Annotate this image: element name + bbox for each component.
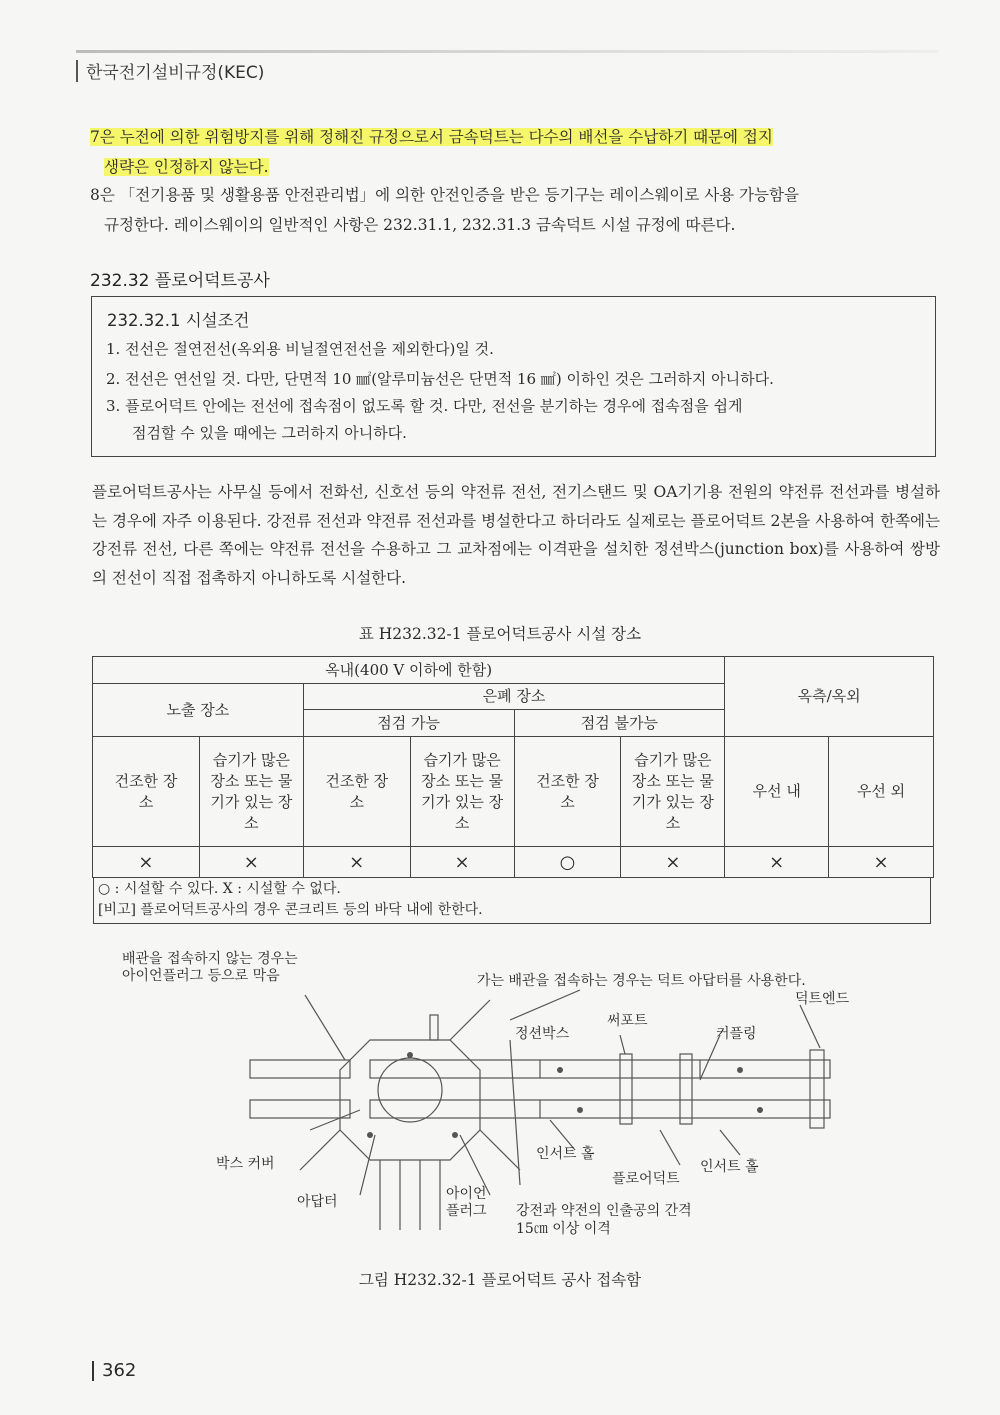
paragraph-8	[90, 180, 940, 240]
label-plug-note-2: 아이언플러그 등으로 막음	[122, 968, 280, 984]
table-note-1: ○ : 시설할 수 있다. X : 시설할 수 없다.	[98, 881, 341, 897]
sub-header-cell: 우선 외	[829, 737, 934, 847]
label-iron-plug-1: 아이언	[446, 1186, 487, 1202]
paragraph-7-line-1: 7은 누전에 의한 위험방지를 위해 정해진 규정으로서 금속덕트는 다수의 배선을 수납하기 때문에 접지	[90, 128, 773, 146]
condition-item-3-cont: 점검할 수 있을 때에는 그러하지 아니하다.	[132, 424, 407, 442]
condition-item-1: 1. 전선은 절연전선(옥외용 비닐절연전선을 제외한다)일 것.	[106, 340, 494, 358]
box-title: 232.32.1 시설조건	[107, 311, 250, 330]
label-duct-end: 덕트엔드	[795, 991, 850, 1007]
condition-item-3: 3. 플로어덕트 안에는 전선에 접속점이 없도록 할 것. 다만, 전선을 분기하는 경우에 접속점을 쉽게	[106, 397, 743, 415]
value-cell: ×	[303, 847, 410, 878]
label-support: 써포트	[607, 1013, 648, 1029]
label-insert-hole-1: 인서트 홀	[536, 1146, 595, 1162]
section-title: 232.32 플로어덕트공사	[90, 271, 270, 291]
figure-caption: 그림 H232.32-1 플로어덕트 공사 접속함	[358, 1271, 642, 1289]
label-junction-box: 정션박스	[515, 1026, 570, 1042]
value-cell: ×	[725, 847, 829, 878]
running-header: 한국전기설비규정(KEC)	[86, 63, 265, 83]
header-outdoor: 옥측/옥외	[725, 657, 934, 737]
page-number-text: 362	[102, 1360, 137, 1381]
header-inspectable: 점검 가능	[303, 710, 514, 737]
body-paragraph: 플로어덕트공사는 사무실 등에서 전화선, 신호선 등의 약전류 전선, 전기스탠드 및 OA기기용 전원의 약전류 전선과를 병설하는 경우에 자주 이용된다. 강전류 전선과 약전류 전선과를 병설한다고 하더라도 실제로는 플로어덕트 2본을 사용하여 한쪽에는 강전류 전선, 다른 쪽에는 약전류 전선을 수용하고 그 교차점에는 이격판을 설치한 정션박스(junction box)를 사용하여 쌍방의 전선이 직접 접촉하지 아니하도록 시설한다.	[92, 483, 940, 587]
installation-table	[92, 656, 934, 878]
value-cell: ×	[410, 847, 514, 878]
conditions-box	[91, 296, 936, 457]
label-gap-1: 강전과 약전의 인출공의 간격	[516, 1203, 692, 1219]
sub-header-cell: 습기가 많은 장소 또는 물기가 있는 장소	[410, 737, 514, 847]
sub-header-cell: 건조한 장소	[303, 737, 410, 847]
page-number	[92, 1360, 136, 1381]
sub-header-cell: 건조한 장소	[93, 737, 200, 847]
sub-header-cell: 습기가 많은 장소 또는 물기가 있는 장소	[621, 737, 725, 847]
paragraph-8-line-2: 규정한다. 레이스웨이의 일반적인 사항은 232.31.1, 232.31.3 금속덕트 시설 규정에 따른다.	[104, 216, 736, 234]
paragraph-7-line-2: 생략은 인정하지 않는다.	[104, 158, 269, 176]
value-cell: ×	[829, 847, 934, 878]
condition-item-2: 2. 전선은 연선일 것. 다만, 단면적 10 ㎟(알루미늄선은 단면적 16 ㎟) 이하인 것은 그러하지 아니하다.	[106, 370, 774, 388]
header-not-inspectable: 점검 불가능	[514, 710, 725, 737]
value-cell: ×	[199, 847, 303, 878]
label-adapter-note: 가는 배관을 접속하는 경우는 덕트 아답터를 사용한다.	[477, 973, 806, 989]
value-cell: ×	[93, 847, 200, 878]
table-note-2: [비고] 플로어덕트공사의 경우 콘크리트 등의 바닥 내에 한한다.	[98, 902, 483, 918]
value-cell: ×	[621, 847, 725, 878]
floor-duct-junction-diagram	[100, 960, 880, 1260]
sub-header-cell: 습기가 많은 장소 또는 물기가 있는 장소	[199, 737, 303, 847]
paragraph-8-line-1: 8은 「전기용품 및 생활용품 안전관리법」에 의한 안전인증을 받은 등기구는 레이스웨이로 사용 가능함을	[90, 186, 799, 204]
label-coupling: 커플링	[716, 1026, 757, 1042]
table-notes	[93, 877, 931, 924]
label-insert-hole-2: 인서트 홀	[700, 1159, 759, 1175]
label-gap-2: 15㎝ 이상 이격	[516, 1221, 611, 1237]
label-floor-duct: 플로어덕트	[612, 1171, 680, 1187]
label-adapter: 아답터	[297, 1194, 338, 1210]
table-caption: 표 H232.32-1 플로어덕트공사 시설 장소	[358, 625, 642, 643]
sub-header-cell: 건조한 장소	[514, 737, 621, 847]
header-exposed: 노출 장소	[93, 684, 304, 737]
paragraph-7	[90, 122, 940, 182]
label-box-cover: 박스 커버	[216, 1156, 275, 1172]
label-plug-note-1: 배관을 접속하지 않는 경우는	[122, 951, 298, 967]
header-concealed: 은폐 장소	[303, 684, 725, 710]
label-iron-plug-2: 플러그	[446, 1203, 487, 1219]
page-number-bar	[92, 1361, 94, 1381]
header-rule	[76, 50, 938, 53]
header-mark	[76, 60, 78, 82]
header-indoor: 옥내(400 V 이하에 한함)	[93, 657, 725, 684]
sub-header-cell: 우선 내	[725, 737, 829, 847]
value-cell: ○	[514, 847, 621, 878]
